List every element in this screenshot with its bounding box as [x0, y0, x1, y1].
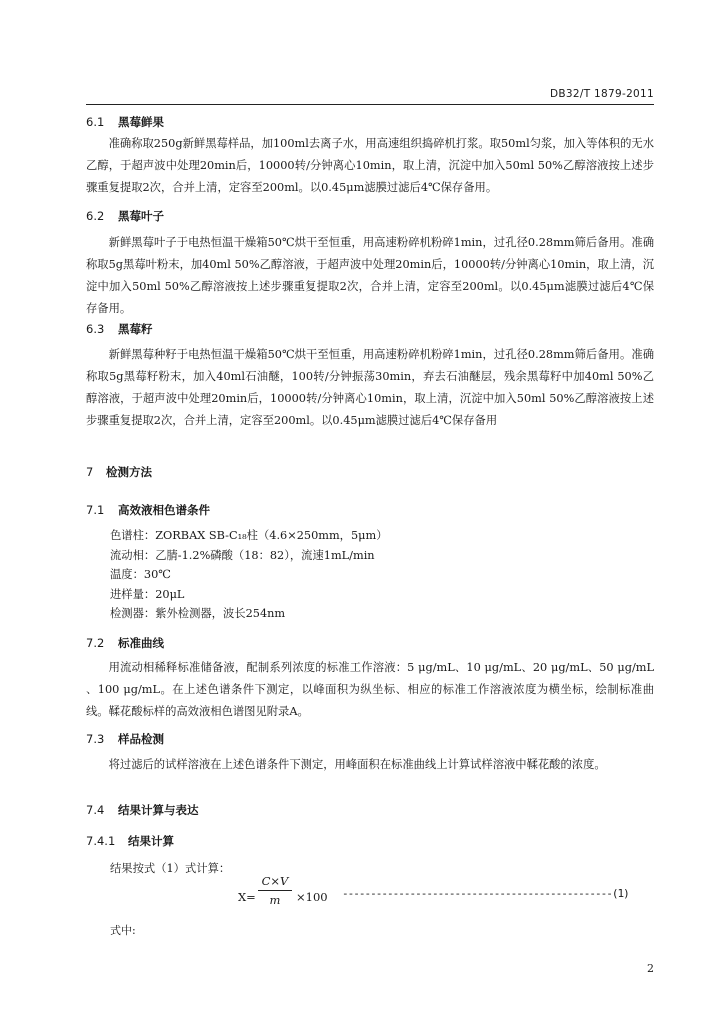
section-title: 黑莓鲜果: [118, 115, 164, 129]
section-title: 高效液相色谱条件: [118, 503, 210, 517]
section-7-heading: [86, 464, 152, 480]
section-title: 黑莓叶子: [118, 209, 164, 223]
section-6-3-paragraph: 新鲜黑莓种籽于电热恒温干燥箱50℃烘干至恒重，用高速粉碎机粉碎1min，过孔径0.28mm筛后备用。准确称取5g黑莓籽粉末，加入40ml石油醚，100转/分钟振荡30min，弃去石油醚层，残余黑莓籽中加40ml 50%乙醇溶液，于超声波中处理20min后，10000转/分钟离心10min，取上清，沉淀中加入50ml 50%乙醇溶液按上述步骤重复提取2次，合并上清，定容至200ml。以0.45μm滤膜过滤后4℃保存备用: [86, 348, 654, 427]
section-number: 7: [86, 465, 94, 479]
section-number: 7.4.1: [86, 834, 116, 848]
section-7-2-paragraph: 用流动相稀释标准储备液，配制系列浓度的标准工作溶液：5 μg/mL、10 μg/mL、20 μg/mL、50 μg/mL 、100 μg/mL。在上述色谱条件下测定，以峰面积为纵坐标、相应的标准工作溶液浓度为横坐标，绘制标准曲线。鞣花酸标样的高效液相色谱图见附录A。: [86, 661, 654, 718]
section-7-4-1-heading: [86, 833, 174, 849]
section-7-1-heading: [86, 502, 210, 518]
mobile-phase-condition: 流动相：乙腈-1.2%磷酸（18：82），流速1mL/min: [110, 548, 375, 562]
formula-fraction: [258, 874, 292, 907]
detector-condition: 检测器：紫外检测器，波长254nm: [110, 607, 286, 621]
formula-numerator: C×V: [258, 874, 292, 891]
section-6-2-paragraph: 新鲜黑莓叶子于电热恒温干燥箱50℃烘干至恒重，用高速粉碎机粉碎1min，过孔径0.28mm筛后备用。准确称取5g黑莓叶粉末，加40ml 50%乙醇溶液，于超声波中处理20min后，10000转/分钟离心10min，取上清，沉淀中加入50ml 50%乙醇溶液按上述步骤重复提取2次，合并上清，定容至200ml。以0.45μm滤膜过滤后4℃保存备用。: [86, 236, 654, 315]
section-6-1-heading: [86, 114, 164, 130]
temperature-condition: 温度：30℃: [110, 568, 171, 582]
section-title: 样品检测: [118, 732, 164, 746]
formula-denominator: m: [269, 893, 281, 907]
standard-code: DB32/T 1879-2011: [550, 88, 654, 100]
section-number: 7.2: [86, 636, 105, 650]
hplc-conditions-list: [110, 526, 388, 624]
formula-leader-and-number: ------------------------------------------------(1): [342, 887, 629, 900]
section-number: 7.4: [86, 803, 105, 817]
formula-lhs: X=: [238, 890, 256, 904]
where-label: 式中:: [110, 924, 136, 937]
page-number: 2: [647, 962, 654, 975]
calculation-intro: 结果按式（1）式计算：: [110, 862, 231, 875]
section-7-3-paragraph: 将过滤后的试样溶液在上述色谱条件下测定，用峰面积在标准曲线上计算试样溶液中鞣花酸的浓度。: [108, 758, 606, 771]
section-title: 标准曲线: [118, 636, 164, 650]
column-condition: 色谱柱：ZORBAX SB-C₁₈柱（4.6×250mm，5μm）: [110, 529, 388, 542]
section-number: 7.1: [86, 503, 105, 517]
section-title: 结果计算与表达: [118, 803, 199, 817]
section-7-4-heading: [86, 802, 199, 818]
section-number: 6.2: [86, 209, 105, 223]
section-title: 结果计算: [128, 834, 174, 848]
formula-multiplier: ×100: [296, 890, 328, 904]
section-7-3-heading: [86, 731, 164, 747]
injection-volume-condition: 进样量：20μL: [110, 587, 185, 601]
section-6-1-paragraph: 准确称取250g新鲜黑莓样品，加100ml去离子水，用高速组织捣碎机打浆。取50ml匀浆，加入等体积的无水乙醇，于超声波中处理20min后，10000转/分钟离心10min，取上清，沉淀中加入50ml 50%乙醇溶液按上述步骤重复提取2次，合并上清，定容至200ml。以0.45μm滤膜过滤后4℃保存备用。: [86, 137, 654, 194]
section-7-2-heading: [86, 635, 164, 651]
section-6-2-heading: [86, 208, 164, 224]
result-formula: [238, 868, 658, 922]
section-title: 黑莓籽: [118, 322, 153, 336]
section-6-3-heading: [86, 321, 153, 337]
section-title: 检测方法: [106, 465, 152, 479]
section-number: 6.3: [86, 322, 105, 336]
section-number: 6.1: [86, 115, 105, 129]
header-rule: [86, 104, 654, 105]
section-number: 7.3: [86, 732, 105, 746]
